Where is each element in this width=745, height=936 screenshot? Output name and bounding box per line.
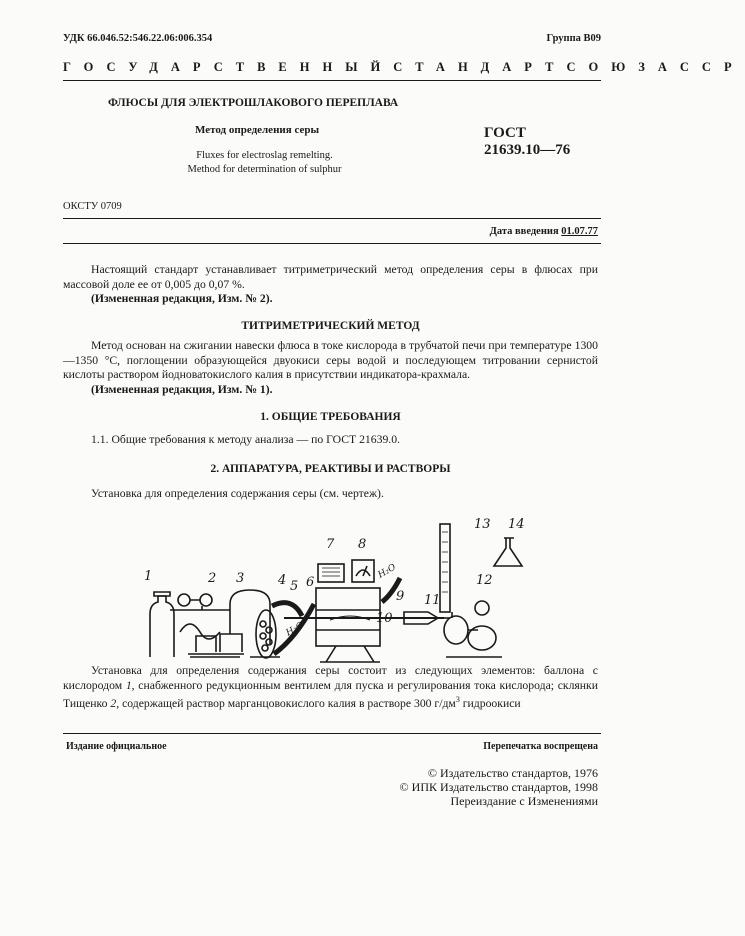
gost-label: ГОСТ bbox=[484, 125, 526, 141]
paragraph-ref: 1 bbox=[125, 678, 132, 692]
reprint-prohibited: Перепечатка воспрещена bbox=[483, 741, 598, 752]
titration-flask bbox=[494, 538, 522, 566]
callout-label: 12 bbox=[476, 573, 493, 588]
callout-label: 9 bbox=[396, 589, 405, 604]
top-rule bbox=[63, 80, 601, 81]
oxygen-cylinder bbox=[150, 592, 174, 657]
section-heading-method: ТИТРИМЕТРИЧЕСКИЙ МЕТОД bbox=[241, 320, 420, 332]
banner-word: СОЮЗА bbox=[566, 60, 680, 74]
banner-word: СТАНДАРТ bbox=[393, 60, 567, 74]
paragraph-text: Настоящий стандарт устанавливает титриметрический метод определения серы в флюсах при массовой доле ее от 0,005 до 0,07 %. bbox=[63, 263, 598, 291]
callout-label: 8 bbox=[358, 537, 367, 552]
paragraph-text: гидроокиси bbox=[459, 696, 521, 710]
callout-label: 14 bbox=[508, 517, 525, 532]
millivoltmeter bbox=[352, 560, 374, 582]
h2o-label: H₂O bbox=[284, 620, 306, 639]
copyright-block bbox=[400, 766, 598, 808]
revision-note: (Измененная редакция, Изм. № 2). bbox=[91, 292, 273, 305]
intro-date-label: Дата введения bbox=[489, 226, 559, 237]
banner-word: ГОСУДАРСТВЕННЫЙ bbox=[63, 60, 394, 74]
okstu-code: ОКСТУ 0709 bbox=[63, 201, 122, 212]
reduction-valve bbox=[170, 594, 230, 639]
paragraph-ref: 2 bbox=[110, 696, 117, 710]
udk-code: УДК 66.046.52:546.22.06:006.354 bbox=[63, 33, 213, 44]
intro-date-value: 01.07.77 bbox=[561, 226, 598, 237]
revision-note: (Измененная редакция, Изм. № 1). bbox=[91, 383, 273, 396]
callout-label: 5 bbox=[290, 579, 299, 594]
callout-label: 1 bbox=[144, 569, 153, 584]
intro-date bbox=[490, 226, 598, 237]
document-subtitle: Метод определения серы bbox=[195, 124, 320, 136]
apparatus-diagram bbox=[120, 512, 540, 662]
english-title bbox=[182, 149, 347, 177]
callout-label: 10 bbox=[376, 611, 393, 626]
callout-label: 3 bbox=[236, 571, 245, 586]
callout-label: 7 bbox=[326, 537, 335, 552]
date-rule bbox=[63, 243, 601, 244]
document-title: ФЛЮСЫ ДЛЯ ЭЛЕКТРОШЛАКОВОГО ПЕРЕПЛАВА bbox=[108, 97, 399, 109]
temperature-regulator bbox=[318, 564, 344, 582]
copyright-line: © Издательство стандартов, 1976 bbox=[427, 766, 598, 780]
section-heading-1: 1. ОБЩИЕ ТРЕБОВАНИЯ bbox=[260, 411, 401, 423]
paragraph-setup bbox=[63, 487, 598, 502]
paragraph-method bbox=[63, 339, 598, 383]
english-title-line: Fluxes for electroslag remelting. bbox=[196, 150, 333, 161]
gost-code: 21639.10—76 bbox=[484, 142, 571, 158]
paragraph-scope bbox=[63, 263, 598, 292]
banner-word: ССР bbox=[679, 60, 745, 74]
paragraph-general bbox=[63, 433, 598, 448]
h2o-label: H₂O bbox=[376, 562, 398, 581]
okstu-rule bbox=[63, 218, 601, 219]
callout-label: 13 bbox=[474, 517, 491, 532]
paragraph-setup-description bbox=[63, 664, 598, 711]
group-code: Группа В09 bbox=[546, 33, 601, 44]
copyright-line: Переиздание с Изменениями bbox=[450, 794, 598, 808]
paragraph-text: Установка для определения содержания серы состоит из следующих элементов: баллона с кислородом bbox=[63, 664, 598, 692]
superscript: 3 bbox=[455, 695, 460, 704]
callout-label: 6 bbox=[306, 575, 315, 590]
footer-rule bbox=[63, 733, 601, 734]
official-edition: Издание официальное bbox=[66, 741, 167, 752]
paragraph-text: Установка для определения содержания серы (см. чертеж). bbox=[91, 487, 384, 500]
callout-label: 2 bbox=[208, 571, 217, 586]
rubber-tube bbox=[272, 603, 302, 616]
copyright-line: © ИПК Издательство стандартов, 1998 bbox=[399, 780, 598, 794]
tube-furnace bbox=[284, 588, 444, 662]
absorption-vessel bbox=[440, 524, 502, 657]
section-heading-2: 2. АППАРАТУРА, РЕАКТИВЫ И РАСТВОРЫ bbox=[210, 463, 451, 475]
gost-number bbox=[484, 125, 570, 159]
paragraph-text: Метод основан на сжигании навески флюса в токе кислорода в трубчатой печи при температуре 1300—1350 °С, поглощении образующейся двуокиси серы водой и последующем титровании сернистой кислоты раствором йодноватокислого калия в присутствии индикатора-крахмала. bbox=[63, 339, 598, 381]
state-standard-banner bbox=[63, 60, 745, 75]
paragraph-text: , содержащей раствор марганцовокислого калия в растворе 300 г/дм bbox=[116, 696, 456, 710]
callout-label: 4 bbox=[278, 573, 287, 588]
paragraph-text: 1.1. Общие требования к методу анализа — по ГОСТ 21639.0. bbox=[91, 433, 400, 446]
english-title-line: Method for determination of sulphur bbox=[187, 164, 342, 175]
paragraph-text: , снабженного редукционным вентилем для пуска и регулирования тока кислорода; склянки Тищенко bbox=[63, 678, 598, 710]
callout-label: 11 bbox=[424, 593, 441, 608]
